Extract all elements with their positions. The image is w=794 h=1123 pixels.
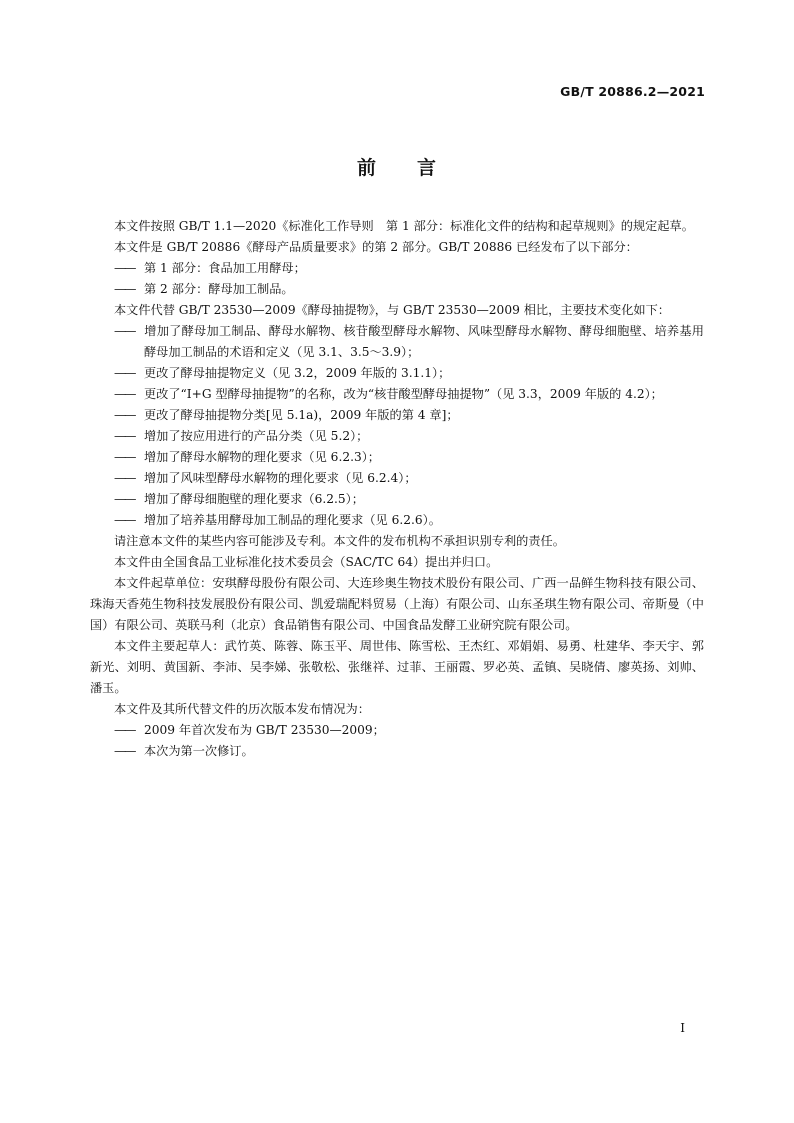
list-item (90, 468, 704, 489)
list-item-text: 更改了酵母抽提物分类[见 5.1a)，2009 年版的第 4 章]； (144, 408, 459, 422)
list-item-text: 第 1 部分：食品加工用酵母； (144, 261, 306, 275)
list-item-text: 第 2 部分：酵母加工制品。 (144, 282, 294, 296)
dash-mark: —— (114, 261, 135, 275)
list-item-text: 增加了培养基用酵母加工制品的理化要求（见 6.2.6）。 (144, 513, 441, 527)
dash-mark: —— (114, 471, 135, 485)
dash-mark: —— (114, 513, 135, 527)
paragraph: 本文件主要起草人：武竹英、陈蓉、陈玉平、周世伟、陈雪松、王杰红、邓娟娟、易勇、杜建华、李天宇、郭新光、刘明、黄国新、李沛、吴李娣、张敬松、张继祥、过菲、王丽霞、罗必英、孟镇、吴晓倩、廖英扬、刘帅、潘玉。 (90, 639, 704, 695)
list-item-text: 更改了“I+G 型酵母抽提物”的名称，改为“核苷酸型酵母抽提物”（见 3.3，2009 年版的 4.2）； (144, 387, 663, 401)
paragraph: 请注意本文件的某些内容可能涉及专利。本文件的发布机构不承担识别专利的责任。 (114, 534, 565, 548)
list-item (90, 384, 704, 405)
list-item (90, 258, 704, 279)
list-item (90, 741, 704, 762)
document-body (90, 216, 704, 762)
title-char-left: 前 (356, 157, 377, 179)
page-number: I (680, 1021, 685, 1035)
list-item (90, 426, 704, 447)
dash-mark: —— (114, 450, 135, 464)
dash-mark: —— (114, 387, 135, 401)
list-item (90, 510, 704, 531)
list-item-text: 增加了酵母水解物的理化要求（见 6.2.3）； (144, 450, 380, 464)
list-item-text: 增加了酵母加工制品、酵母水解物、核苷酸型酵母水解物、风味型酵母水解物、酵母细胞壁、培养基用酵母加工制品的术语和定义（见 3.1、3.5～3.9）； (144, 324, 704, 359)
list-item (90, 720, 704, 741)
list-item (90, 489, 704, 510)
list-item (90, 405, 704, 426)
dash-mark: —— (114, 492, 135, 506)
dash-mark: —— (114, 324, 135, 338)
list-item-text: 本次为第一次修订。 (144, 744, 254, 758)
page-title (0, 153, 794, 180)
paragraph: 本文件代替 GB/T 23530—2009《酵母抽提物》，与 GB/T 23530—2009 相比，主要技术变化如下： (114, 303, 670, 317)
paragraph: 本文件由全国食品工业标准化技术委员会（SAC/TC 64）提出并归口。 (114, 555, 499, 569)
paragraph: 本文件是 GB/T 20886《酵母产品质量要求》的第 2 部分。GB/T 20886 已经发布了以下部分： (114, 240, 638, 254)
list-item-text: 增加了酵母细胞壁的理化要求（6.2.5）； (144, 492, 364, 506)
standard-number: GB/T 20886.2—2021 (560, 84, 705, 99)
dash-mark: —— (114, 366, 135, 380)
list-item-text: 增加了按应用进行的产品分类（见 5.2）； (144, 429, 369, 443)
dash-mark: —— (114, 429, 135, 443)
list-item-text: 增加了风味型酵母水解物的理化要求（见 6.2.4）； (144, 471, 417, 485)
dash-mark: —— (114, 408, 135, 422)
paragraph: 本文件按照 GB/T 1.1—2020《标准化工作导则 第 1 部分：标准化文件的结构和起草规则》的规定起草。 (114, 219, 694, 233)
dash-mark: —— (114, 723, 135, 737)
list-item (90, 447, 704, 468)
list-item (90, 279, 704, 300)
list-item-text: 更改了酵母抽提物定义（见 3.2，2009 年版的 3.1.1）； (144, 366, 451, 380)
list-item (90, 363, 704, 384)
dash-mark: —— (114, 744, 135, 758)
paragraph: 本文件及其所代替文件的历次版本发布情况为： (114, 702, 370, 716)
list-item (90, 321, 704, 363)
list-item-text: 2009 年首次发布为 GB/T 23530—2009； (144, 723, 385, 737)
paragraph: 本文件起草单位：安琪酵母股份有限公司、大连珍奥生物技术股份有限公司、广西一品鲜生物科技有限公司、珠海天香苑生物科技发展股份有限公司、凯爱瑞配料贸易（上海）有限公司、山东圣琪生物有限公司、帝斯曼（中国）有限公司、英联马利（北京）食品销售有限公司、中国食品发酵工业研究院有限公司。 (90, 576, 704, 632)
title-char-right: 言 (417, 157, 438, 179)
dash-mark: —— (114, 282, 135, 296)
